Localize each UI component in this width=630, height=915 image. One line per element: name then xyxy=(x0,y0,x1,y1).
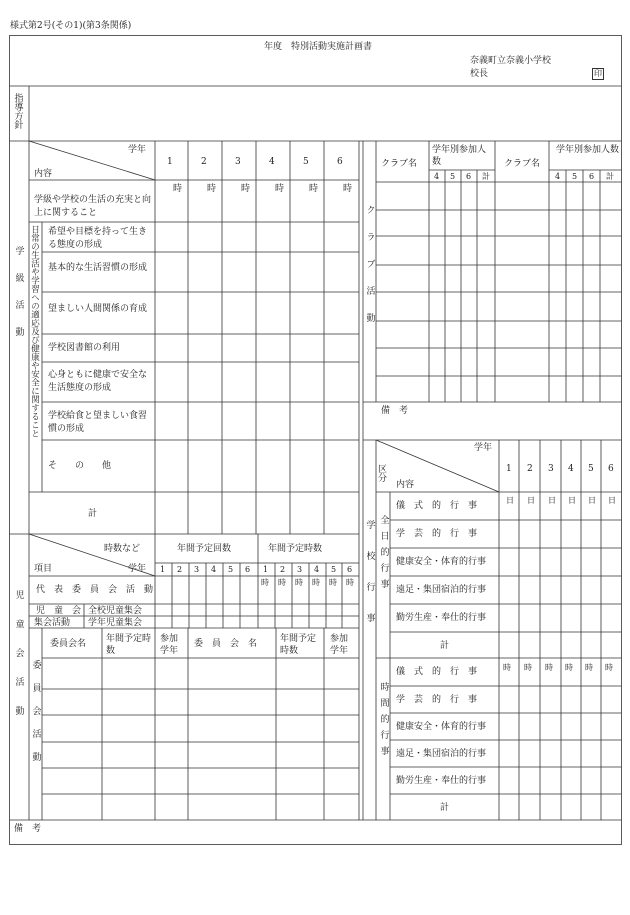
class-unit: 時 xyxy=(207,184,217,194)
club-participants-header-2: 学年別参加人数 xyxy=(556,145,620,155)
class-item: 学校図書館の利用 xyxy=(48,343,121,353)
class-item: 学校給食と望ましい食習慣の形成 xyxy=(48,411,148,434)
children-council-label: 児童会活動 xyxy=(13,590,24,735)
count-grade-4: 4 xyxy=(211,565,217,574)
club-grade-5: 5 xyxy=(450,172,456,181)
events-unit-day: 日 xyxy=(527,496,535,505)
committee-name-header: 委員会名 xyxy=(50,639,87,649)
hours-grade-6: 6 xyxy=(347,565,353,574)
principal-label: 校長 xyxy=(470,69,489,79)
hours-grade-5: 5 xyxy=(331,565,337,574)
class-grade-1: 1 xyxy=(167,157,173,167)
class-item: 心身ともに健康で安全な生活態度の形成 xyxy=(48,370,148,393)
events-grade-1: 1 xyxy=(506,464,512,474)
committee-activity-label: 委員会活動 xyxy=(30,660,41,775)
class-unit: 時 xyxy=(241,184,251,194)
full-day-event: 儀 式 的 行 事 xyxy=(396,501,478,511)
events-grade-3: 3 xyxy=(548,464,554,474)
count-grade-5: 5 xyxy=(228,565,234,574)
class-grade-4: 4 xyxy=(269,157,275,167)
council-unit: 時 xyxy=(278,578,286,587)
council-unit: 時 xyxy=(346,578,354,587)
class-unit: 時 xyxy=(275,184,285,194)
school-events-label: 学校行事 xyxy=(364,520,375,644)
committee-hours-header-2: 年間予定時数 xyxy=(280,634,317,656)
class-total: 計 xyxy=(88,509,98,519)
policy-label: 指導方針 xyxy=(12,93,23,129)
club-total-2: 計 xyxy=(606,172,614,181)
club-notes-label: 備 考 xyxy=(381,406,409,416)
events-unit-day: 日 xyxy=(588,496,596,505)
events-unit-day: 日 xyxy=(506,496,514,505)
count-grade-6: 6 xyxy=(245,565,251,574)
events-unit-hour: 時 xyxy=(545,663,553,672)
council-unit: 時 xyxy=(312,578,320,587)
daily-life-label: 日常の生活や学習への適応及び健康や安全に関すること xyxy=(29,225,40,438)
assembly-label-2: 集会活動 xyxy=(34,618,71,628)
full-day-event: 学 芸 的 行 事 xyxy=(396,529,478,539)
club-grade-4-2: 4 xyxy=(555,172,561,181)
class-item: 学級や学校の生活の充実と向上に関すること xyxy=(34,195,152,218)
events-header-grade: 学年 xyxy=(474,443,493,453)
class-item: 望ましい人間関係の育成 xyxy=(48,304,148,314)
full-day-event: 健康安全・体育的行事 xyxy=(396,557,487,567)
events-header-content: 内容 xyxy=(396,480,415,490)
class-unit: 時 xyxy=(343,184,353,194)
school-name: 奈義町立奈義小学校 xyxy=(470,56,552,66)
class-activity-label: 学級活動 xyxy=(13,246,24,354)
class-item: 基本的な生活習慣の形成 xyxy=(48,263,148,273)
committee-grade-header-2: 参加学年 xyxy=(330,634,349,656)
events-unit-day: 日 xyxy=(548,496,556,505)
count-grade-1: 1 xyxy=(160,565,166,574)
class-header-grade: 学年 xyxy=(128,145,147,155)
events-unit-hour: 時 xyxy=(565,663,573,672)
committee-hours-header: 年間予定時数 xyxy=(106,634,152,656)
council-header-item: 項目 xyxy=(34,564,53,574)
events-grade-2: 2 xyxy=(527,464,533,474)
full-day-events-label: 全日的行事 xyxy=(378,515,389,595)
club-grade-5-2: 5 xyxy=(572,172,578,181)
class-grade-5: 5 xyxy=(303,157,309,167)
hourly-event: 健康安全・体育的行事 xyxy=(396,722,487,732)
full-day-total: 計 xyxy=(440,641,450,651)
events-grade-4: 4 xyxy=(568,464,574,474)
club-name-header: クラブ名 xyxy=(381,159,418,169)
events-header-kubun: 区分 xyxy=(378,465,388,485)
hourly-event: 学 芸 的 行 事 xyxy=(396,695,478,705)
club-grade-6-2: 6 xyxy=(589,172,595,181)
events-unit-hour: 時 xyxy=(585,663,593,672)
count-grade-3: 3 xyxy=(194,565,200,574)
council-unit: 時 xyxy=(295,578,303,587)
class-unit: 時 xyxy=(173,184,183,194)
notes-label: 備 考 xyxy=(14,824,42,834)
club-grade-4: 4 xyxy=(434,172,440,181)
club-participants-header: 学年別参加人数 xyxy=(432,145,487,167)
events-unit-day: 日 xyxy=(568,496,576,505)
club-total: 計 xyxy=(482,172,490,181)
class-unit: 時 xyxy=(309,184,319,194)
assembly-label-1: 児 童 会 xyxy=(36,606,82,616)
events-unit-hour: 時 xyxy=(605,663,613,672)
hours-grade-3: 3 xyxy=(297,565,303,574)
class-grade-6: 6 xyxy=(337,157,343,167)
class-grade-2: 2 xyxy=(201,157,207,167)
hourly-event: 遠足・集団宿泊的行事 xyxy=(396,749,487,759)
seal-mark: 印 xyxy=(594,69,602,78)
hourly-events-label: 時間的行事 xyxy=(378,682,389,762)
full-day-event: 勤労生産・奉仕的行事 xyxy=(396,613,487,623)
council-unit: 時 xyxy=(329,578,337,587)
assembly-grade: 学年児童集会 xyxy=(88,618,143,628)
hours-grade-4: 4 xyxy=(314,565,320,574)
council-header-hours: 時数など xyxy=(104,544,141,554)
assembly-all-school: 全校児童集会 xyxy=(88,606,143,616)
club-name-header-2: クラブ名 xyxy=(504,159,541,169)
council-unit: 時 xyxy=(261,578,269,587)
annual-hours-header: 年間予定時数 xyxy=(268,544,323,554)
hourly-total: 計 xyxy=(440,803,450,813)
events-unit-hour: 時 xyxy=(503,663,511,672)
hourly-event: 勤労生産・奉仕的行事 xyxy=(396,776,487,786)
events-grade-6: 6 xyxy=(608,464,614,474)
full-day-event: 遠足・集団宿泊的行事 xyxy=(396,585,487,595)
hourly-event: 儀 式 的 行 事 xyxy=(396,667,478,677)
form-title: 年度 特別活動実施計画書 xyxy=(264,42,373,52)
club-grade-6: 6 xyxy=(466,172,472,181)
hours-grade-1: 1 xyxy=(263,565,269,574)
events-grade-5: 5 xyxy=(588,464,594,474)
annual-count-header: 年間予定回数 xyxy=(177,544,232,554)
events-unit-hour: 時 xyxy=(524,663,532,672)
committee-name-header-2: 委 員 会 名 xyxy=(194,639,258,649)
committee-grade-header: 参加学年 xyxy=(160,634,179,656)
class-grade-3: 3 xyxy=(235,157,241,167)
events-unit-day: 日 xyxy=(608,496,616,505)
representative-committee: 代 表 委 員 会 活 動 xyxy=(36,585,154,595)
class-item: そ の 他 xyxy=(48,461,112,471)
hours-grade-2: 2 xyxy=(280,565,286,574)
class-item: 希望や目標を持って生きる態度の形成 xyxy=(48,227,148,250)
class-header-content: 内容 xyxy=(34,169,53,179)
count-grade-2: 2 xyxy=(177,565,183,574)
club-activity-label: クラブ活動 xyxy=(364,205,375,340)
form-number: 様式第2号(その1)(第3条関係) xyxy=(10,21,132,31)
council-header-grade: 学年 xyxy=(128,564,147,574)
